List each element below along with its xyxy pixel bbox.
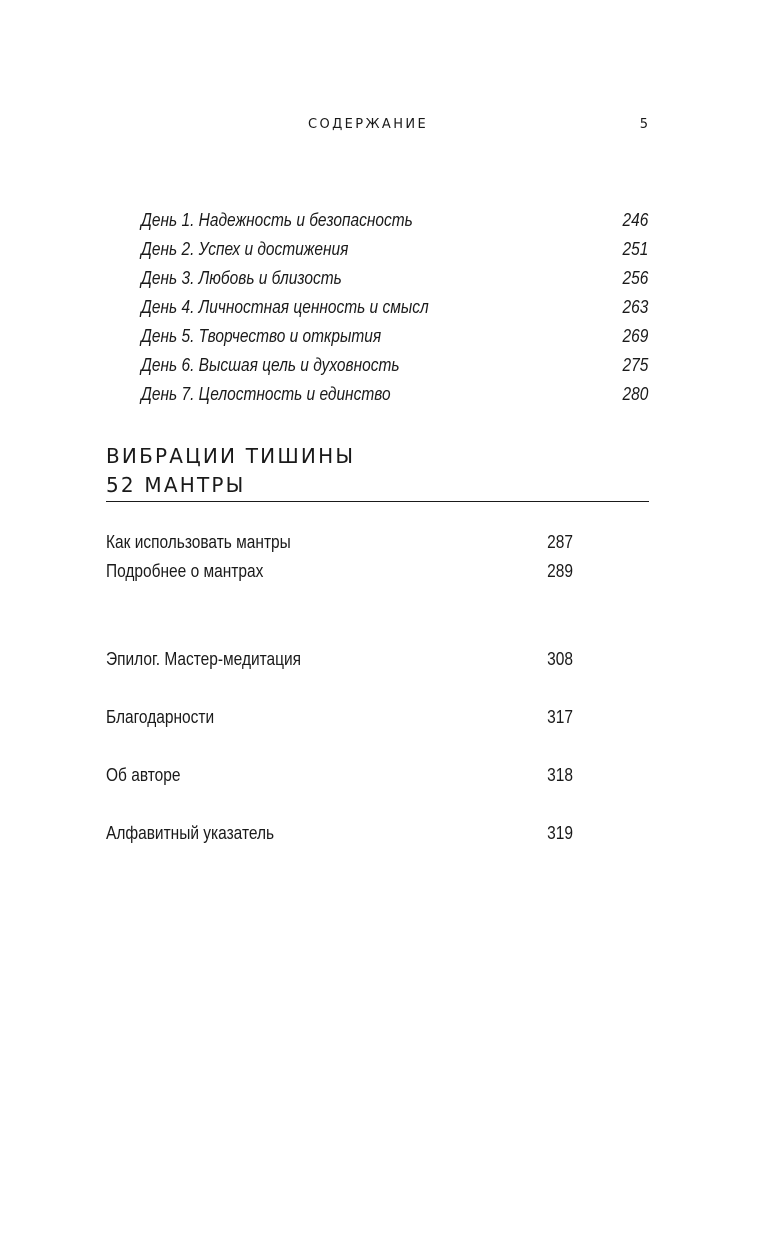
section-title-line-1: ВИБРАЦИИ ТИШИНЫ (106, 444, 356, 468)
toc-entry-page: 319 (547, 823, 573, 843)
toc-entry-day-3[interactable] (141, 267, 648, 289)
toc-entry-page: 287 (547, 532, 573, 552)
toc-entry-day-7[interactable] (141, 383, 648, 405)
toc-entry-page: 318 (547, 765, 573, 785)
toc-entry-day-2[interactable] (141, 238, 648, 260)
toc-entry-day-5[interactable] (141, 325, 648, 347)
toc-entry-title: Об авторе (106, 765, 181, 785)
running-head (0, 117, 768, 137)
toc-entry-title: Эпилог. Мастер-медитация (106, 649, 302, 669)
toc-entry-title: Алфавитный указатель (106, 823, 275, 843)
toc-entry-day-4[interactable] (141, 296, 648, 318)
section-heading (106, 442, 649, 500)
toc-entry-page: 269 (622, 326, 649, 346)
toc-entry-about-author[interactable] (106, 764, 573, 786)
toc-entry-title: Подробнее о мантрах (106, 561, 264, 581)
running-head-title: СОДЕРЖАНИЕ (308, 117, 429, 132)
toc-entry-page: 256 (622, 268, 649, 288)
toc-entry-page: 280 (622, 384, 649, 404)
toc-entry-title: День 6. Высшая цель и духовность (141, 355, 400, 375)
toc-entry-title: День 5. Творчество и открытия (141, 326, 382, 346)
toc-entry-title: День 7. Целостность и единство (141, 384, 391, 404)
page-number: 5 (639, 117, 648, 132)
toc-entry-title: Как использовать мантры (106, 532, 291, 552)
toc-entry-page: 263 (622, 297, 649, 317)
toc-entry-title: Благодарности (106, 707, 215, 727)
section-title-line-2: 52 МАНТРЫ (106, 473, 246, 497)
toc-entry-title: День 2. Успех и достижения (141, 239, 349, 259)
toc-entry-epilogue[interactable] (106, 648, 573, 670)
toc-entry-about-mantras[interactable] (106, 560, 573, 582)
toc-entry-title: День 1. Надежность и безопасность (141, 210, 413, 230)
toc-entry-page: 251 (622, 239, 649, 259)
toc-entry-page: 317 (547, 707, 573, 727)
toc-entry-title: День 4. Личностная ценность и смысл (141, 297, 429, 317)
toc-entry-day-1[interactable] (141, 209, 648, 231)
toc-entry-acknowledgements[interactable] (106, 706, 573, 728)
toc-entry-title: День 3. Любовь и близость (141, 268, 342, 288)
toc-entry-page: 275 (622, 355, 649, 375)
toc-entry-day-6[interactable] (141, 354, 648, 376)
toc-entry-index[interactable] (106, 822, 573, 844)
toc-entry-page: 308 (547, 649, 573, 669)
toc-entry-how-to-use-mantras[interactable] (106, 531, 573, 553)
toc-entry-page: 289 (547, 561, 573, 581)
toc-entry-page: 246 (622, 210, 649, 230)
section-divider (106, 501, 649, 502)
